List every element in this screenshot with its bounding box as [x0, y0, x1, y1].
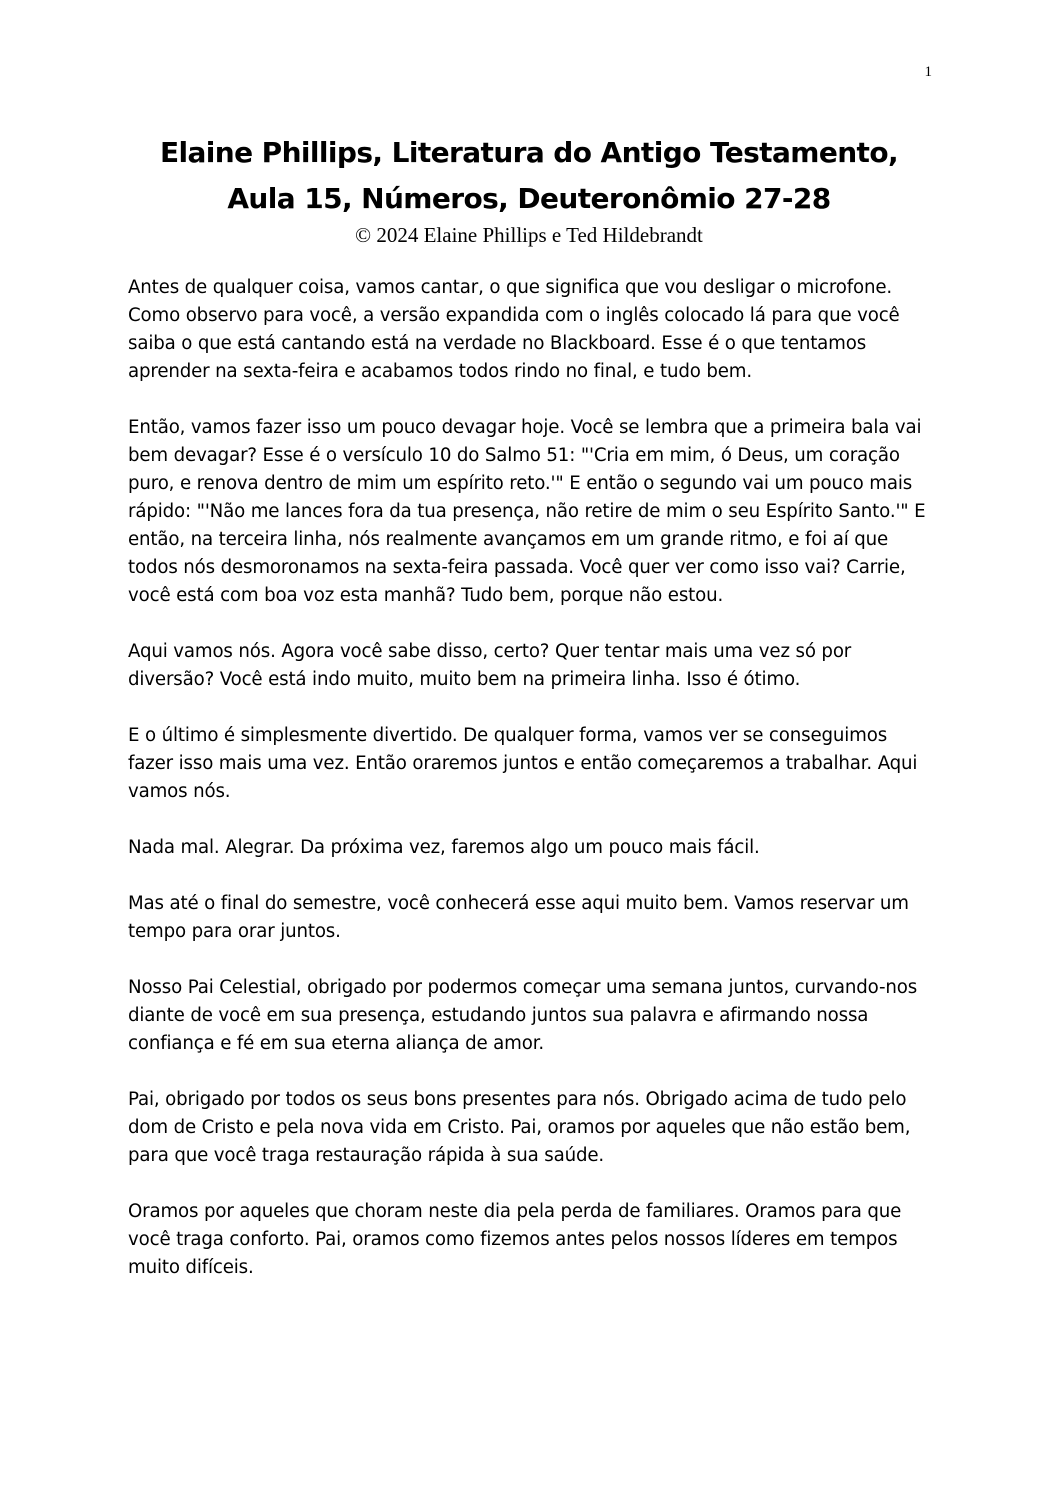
paragraph: Pai, obrigado por todos os seus bons presentes para nós. Obrigado acima de tudo pelo dom de Cristo e pela nova vida em Cristo. Pai, oramos por aqueles que não estão bem, para que você traga restauração rápida à sua saúde. — [128, 1089, 911, 1166]
page-number: 1 — [924, 64, 932, 80]
paragraph: Antes de qualquer coisa, vamos cantar, o que significa que vou desligar o microfone. Como observo para você, a versão expandida com o inglês colocado lá para que você saiba o que está cantando está na verdade no Blackboard. Esse é o que tentamos aprender na sexta-feira e acabamos todos rindo no final, e tudo bem. — [128, 277, 900, 382]
document-title — [100, 130, 958, 222]
paragraph: Aqui vamos nós. Agora você sabe disso, certo? Quer tentar mais uma vez só por diversão? Você está indo muito, muito bem na primeira linha. Isso é ótimo. — [128, 641, 852, 690]
paragraph: Então, vamos fazer isso um pouco devagar hoje. Você se lembra que a primeira bala vai bem devagar? Esse é o versículo 10 do Salmo 51: "'Cria em mim, ó Deus, um coração puro, e renova dentro de mim um espírito reto.'" E então o segundo vai um pouco mais rápido: "'Não me lances fora da tua presença, não retire de mim o seu Espírito Santo.'" E então, na terceira linha, nós realmente avançamos em um grande ritmo, e foi aí que todos nós desmoronamos na sexta-feira passada. Você quer ver como isso vai? Carrie, você está com boa voz esta manhã? Tudo bem, porque não estou. — [128, 417, 926, 606]
transcript-body — [128, 274, 928, 1310]
title-line-1: Elaine Phillips, Literatura do Antigo Testamento, — [159, 136, 899, 169]
copyright-notice: © 2024 Elaine Phillips e Ted Hildebrandt — [355, 223, 703, 247]
title-line-2: Aula 15, Números, Deuteronômio 27-28 — [227, 182, 831, 215]
paragraph: Nosso Pai Celestial, obrigado por podermos começar uma semana juntos, curvando-nos diante de você em sua presença, estudando juntos sua palavra e afirmando nossa confiança e fé em sua eterna aliança de amor. — [128, 977, 918, 1054]
paragraph: Nada mal. Alegrar. Da próxima vez, faremos algo um pouco mais fácil. — [128, 837, 760, 858]
paragraph: Mas até o final do semestre, você conhecerá esse aqui muito bem. Vamos reservar um tempo para orar juntos. — [128, 893, 909, 942]
paragraph: E o último é simplesmente divertido. De qualquer forma, vamos ver se conseguimos fazer isso mais uma vez. Então oraremos juntos e então começaremos a trabalhar. Aqui vamos nós. — [128, 725, 918, 802]
paragraph: Oramos por aqueles que choram neste dia pela perda de familiares. Oramos para que você traga conforto. Pai, oramos como fizemos antes pelos nossos líderes em tempos muito difíceis. — [128, 1201, 902, 1278]
